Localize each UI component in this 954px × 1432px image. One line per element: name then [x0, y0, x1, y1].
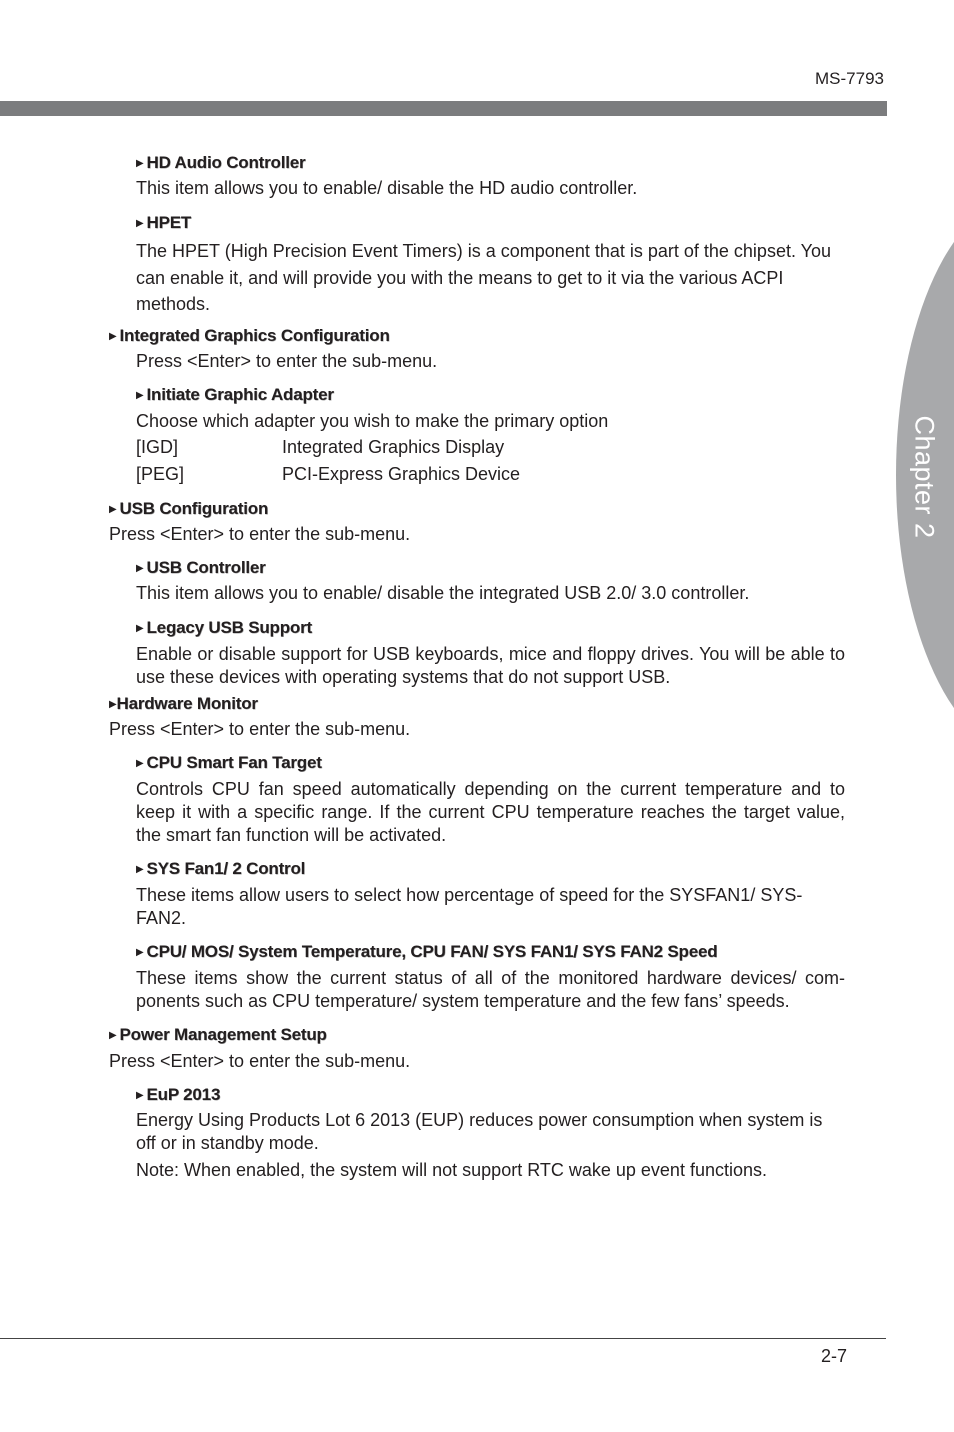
- bullet-arrow-icon: ▶: [136, 563, 144, 574]
- section-desc-hpet: The HPET (High Precision Event Timers) is a component that is part of the chipset. You can enable it, and will provide you with the means to get to it via the various ACPI methods.: [136, 241, 832, 314]
- section-heading-hpet: ▶ HPET: [136, 213, 192, 232]
- section-heading-legacy-usb: ▶ Legacy USB Support: [136, 618, 312, 637]
- section-heading-temps-speeds: ▶ CPU/ MOS/ System Temperature, CPU FAN/ SYS FAN1/ SYS FAN2 Speed: [136, 942, 718, 961]
- header-bar: [0, 101, 887, 116]
- section-heading-sys-fan-control: ▶ SYS Fan1/ 2 Control: [136, 859, 306, 878]
- section-desc-temps-speeds: These items show the current status of all of the monitored hardware devices/ com-ponents such as CPU temperature/ system temperature and the few fans’ speeds.: [136, 968, 845, 1011]
- bullet-arrow-icon: ▶: [136, 864, 144, 875]
- bullet-arrow-icon: ▶: [136, 623, 144, 634]
- option-value: PCI-Express Graphics Device: [282, 464, 521, 484]
- section-heading-eup: ▶ EuP 2013: [136, 1085, 221, 1104]
- section-heading-power-mgmt: ▶ Power Management Setup: [109, 1025, 327, 1044]
- section-desc-cpu-fan-target: Controls CPU fan speed automatically depending on the current temperature and to keep it with a specific range. If the current CPU temperature reaches the target value, the smart fan function will be activated.: [136, 779, 845, 845]
- bullet-arrow-icon: ▶: [109, 504, 117, 515]
- bullet-arrow-icon: ▶: [136, 758, 144, 769]
- section-desc-eup: Energy Using Products Lot 6 2013 (EUP) reduces power consumption when system is off or in standby mode.: [136, 1110, 823, 1153]
- chapter-tab-label: Chapter 2: [909, 415, 940, 539]
- bullet-arrow-icon: ▶: [136, 1090, 144, 1101]
- section-heading-cpu-fan-target: ▶ CPU Smart Fan Target: [136, 753, 322, 772]
- model-number: MS-7793: [815, 69, 884, 88]
- section-desc-power-mgmt: Press <Enter> to enter the sub-menu.: [109, 1051, 411, 1071]
- bullet-arrow-icon: ▶: [109, 699, 117, 710]
- bullet-arrow-icon: ▶: [136, 947, 144, 958]
- section-note-eup: Note: When enabled, the system will not support RTC wake up event functions.: [136, 1160, 767, 1180]
- section-desc-initiate-adapter: Choose which adapter you wish to make the primary option: [136, 411, 609, 431]
- bullet-arrow-icon: ▶: [136, 218, 144, 229]
- section-heading-hd-audio: ▶ HD Audio Controller: [136, 153, 306, 172]
- section-desc-usb-config: Press <Enter> to enter the sub-menu.: [109, 524, 411, 544]
- section-desc-sys-fan-control: These items allow users to select how percentage of speed for the SYSFAN1/ SYS-FAN2.: [136, 885, 803, 928]
- section-desc-legacy-usb: Enable or disable support for USB keyboards, mice and floppy drives. You will be able to use these devices with operating systems that do not support USB.: [136, 644, 845, 687]
- section-heading-usb-controller: ▶ USB Controller: [136, 558, 266, 577]
- option-key: [PEG]: [136, 464, 185, 484]
- section-heading-hw-monitor: ▶Hardware Monitor: [109, 694, 258, 713]
- option-key: [IGD]: [136, 437, 179, 457]
- footer-rule: [0, 1338, 886, 1339]
- bullet-arrow-icon: ▶: [109, 1030, 117, 1041]
- option-value: Integrated Graphics Display: [282, 437, 505, 457]
- section-heading-initiate-adapter: ▶ Initiate Graphic Adapter: [136, 385, 334, 404]
- bullet-arrow-icon: ▶: [109, 331, 117, 342]
- bullet-arrow-icon: ▶: [136, 158, 144, 169]
- section-heading-usb-config: ▶ USB Configuration: [109, 499, 269, 518]
- section-desc-usb-controller: This item allows you to enable/ disable the integrated USB 2.0/ 3.0 controller.: [136, 583, 750, 603]
- bullet-arrow-icon: ▶: [136, 390, 144, 401]
- section-heading-igc: ▶ Integrated Graphics Configuration: [109, 326, 390, 345]
- section-desc-igc: Press <Enter> to enter the sub-menu.: [136, 351, 438, 371]
- section-desc-hd-audio: This item allows you to enable/ disable the HD audio controller.: [136, 178, 638, 198]
- page-number: 2-7: [820, 1346, 847, 1366]
- section-desc-hw-monitor: Press <Enter> to enter the sub-menu.: [109, 719, 411, 739]
